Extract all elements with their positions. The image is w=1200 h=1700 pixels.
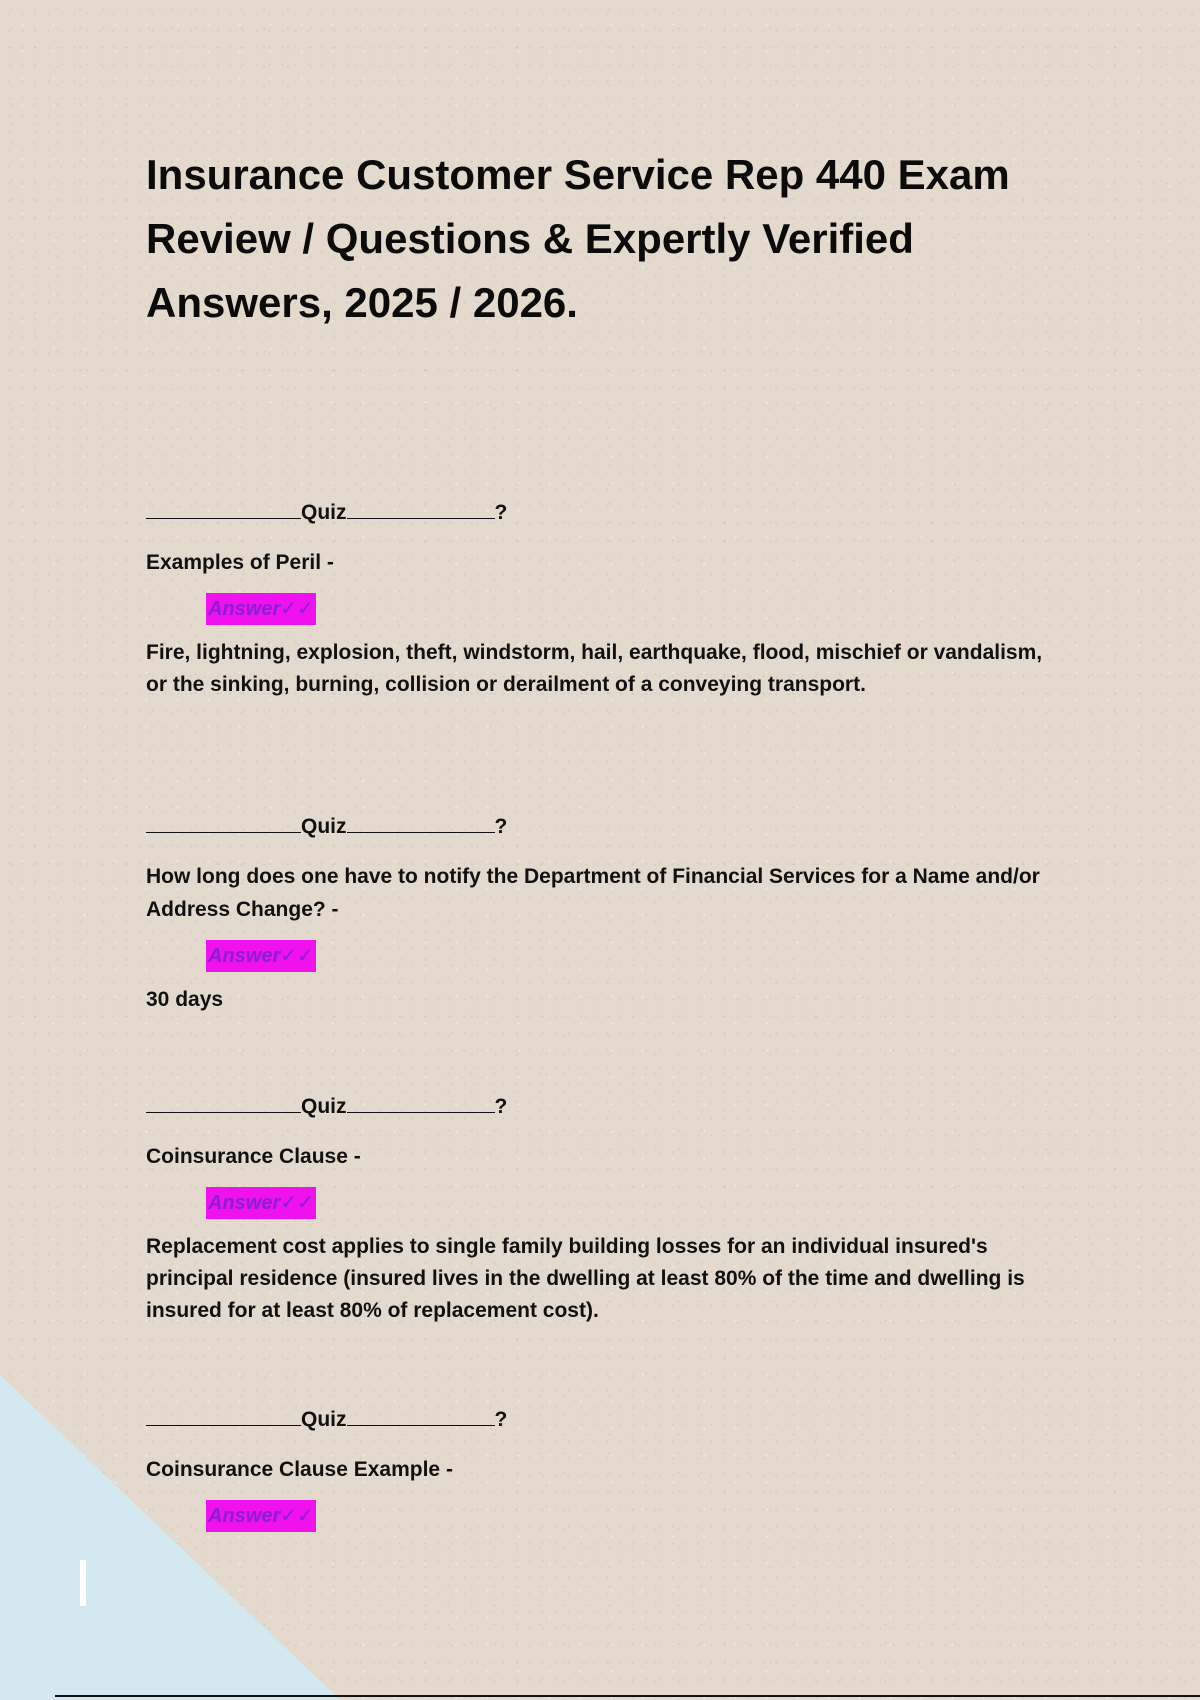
qa-item <box>146 1405 1046 1532</box>
blank-line <box>146 1092 301 1113</box>
blank-line <box>347 812 495 833</box>
blank-line <box>347 1092 495 1113</box>
quiz-heading <box>146 498 1046 526</box>
blank-line <box>347 498 495 519</box>
answer-badge: Answer✓✓ <box>206 593 316 625</box>
blank-line <box>146 1405 301 1426</box>
answer-text: Replacement cost applies to single family building losses for an individual insured's principal residence (insured lives in the dwelling at least 80% of the time and dwelling is insured for at least 80% of replacement cost). <box>146 1235 1025 1322</box>
quiz-heading <box>146 1092 1046 1120</box>
quiz-label: Quiz <box>301 501 347 524</box>
quiz-suffix: ? <box>494 815 508 838</box>
question-text: Examples of Peril - <box>146 551 334 574</box>
question-text: Coinsurance Clause - <box>146 1145 361 1168</box>
question-text: How long does one have to notify the Department of Financial Services for a Name and/or Address Change? - <box>146 865 1040 921</box>
quiz-heading <box>146 1405 1046 1433</box>
quiz-suffix: ? <box>494 1408 508 1431</box>
quiz-label: Quiz <box>301 1095 347 1118</box>
answer-text: 30 days <box>146 988 224 1011</box>
quiz-heading <box>146 812 1046 840</box>
blank-line <box>146 812 301 833</box>
answer-badge: Answer✓✓ <box>206 1187 316 1219</box>
corner-bar <box>80 1560 86 1606</box>
qa-item <box>146 1092 1046 1327</box>
quiz-suffix: ? <box>494 1095 508 1118</box>
answer-text: Fire, lightning, explosion, theft, windstorm, hail, earthquake, flood, mischief or vandalism, or the sinking, burning, collision or derailment of a conveying transport. <box>146 641 1043 696</box>
qa-item <box>146 498 1046 701</box>
page-bottom-rule <box>55 1695 1200 1697</box>
blank-line <box>347 1405 495 1426</box>
document-title: Insurance Customer Service Rep 440 Exam Review / Questions & Expertly Verified Answers, 2025 / 2026. <box>146 151 1010 326</box>
quiz-label: Quiz <box>301 1408 347 1431</box>
answer-badge: Answer✓✓ <box>206 940 316 972</box>
answer-badge: Answer✓✓ <box>206 1500 316 1532</box>
qa-item <box>146 812 1046 1016</box>
quiz-label: Quiz <box>301 815 347 838</box>
blank-line <box>146 498 301 519</box>
quiz-suffix: ? <box>494 501 508 524</box>
question-text: Coinsurance Clause Example - <box>146 1458 453 1481</box>
